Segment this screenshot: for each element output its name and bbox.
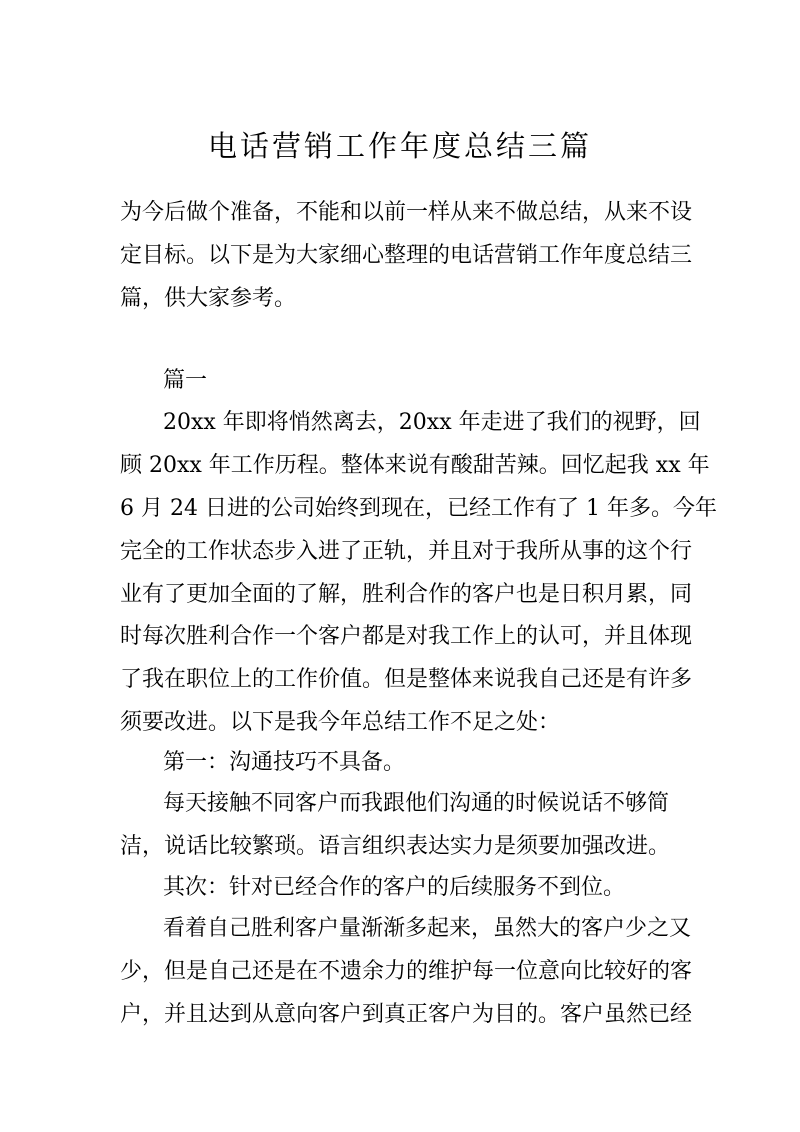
body-line: 顾 20xx 年工作历程。整体来说有酸甜苦辣。回忆起我 xx 年 [120, 453, 710, 478]
body-line: 看着自己胜利客户量渐渐多起来，虽然大的客户少之又 [163, 916, 692, 941]
body-line: 时每次胜利合作一个客户都是对我工作上的认可，并且体现 [120, 624, 693, 649]
body-line: 6 月 24 日进的公司始终到现在，已经工作有了 1 年多。今年 [120, 496, 717, 521]
section-heading: 篇一 [163, 368, 208, 393]
body-line: 每天接触不同客户而我跟他们沟通的时候说话不够简 [163, 791, 670, 816]
body-line: 业有了更加全面的了解，胜利合作的客户也是日积月累，同 [120, 582, 693, 607]
intro-line: 定目标。以下是为大家细心整理的电话营销工作年度总结三 [120, 243, 693, 268]
body-line: 了我在职位上的工作价值。但是整体来说我自己还是有许多 [120, 667, 693, 692]
body-line: 少，但是自己还是在不遗余力的维护每一位意向比较好的客 [120, 959, 693, 984]
body-line: 20xx 年即将悄然离去，20xx 年走进了我们的视野，回 [163, 410, 701, 435]
body-line: 洁，说话比较繁琐。语言组织表达实力是须要加强改进。 [120, 834, 671, 859]
intro-line: 为今后做个准备，不能和以前一样从来不做总结，从来不设 [120, 200, 693, 225]
intro-line: 篇，供大家参考。 [120, 286, 297, 311]
list-heading-first: 第一：沟通技巧不具备。 [163, 750, 406, 775]
body-line: 完全的工作状态步入进了正轨，并且对于我所从事的这个行 [120, 539, 693, 564]
body-line: 户，并且达到从意向客户到真正客户为目的。客户虽然已经 [120, 1002, 693, 1027]
document-title: 电话营销工作年度总结三篇 [207, 129, 592, 163]
list-heading-second: 其次：针对已经合作的客户的后续服务不到位。 [163, 875, 626, 900]
body-line: 须要改进。以下是我今年总结工作不足之处： [120, 710, 561, 735]
